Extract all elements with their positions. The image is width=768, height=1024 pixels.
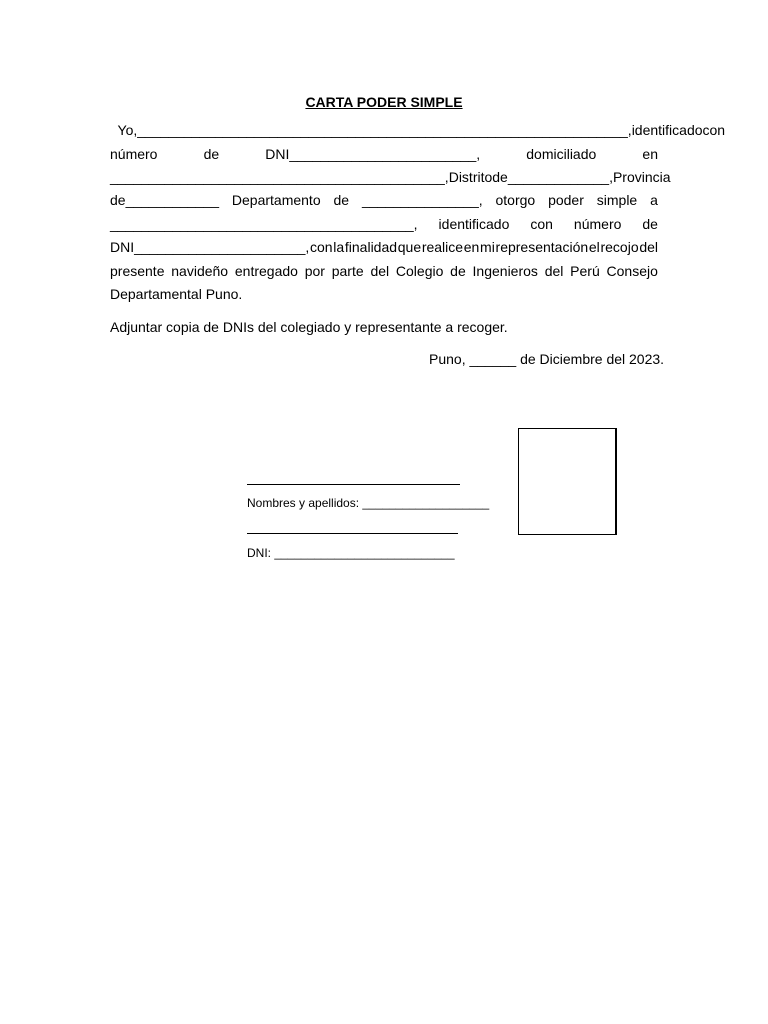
paragraph-word: de [492, 169, 508, 185]
paragraph-word: DNI________________________, [265, 146, 481, 162]
paragraph-word: Perú [570, 263, 600, 279]
dni-label: DNI: ___________________________ [247, 546, 455, 560]
paragraph-word: Departamento [231, 192, 321, 208]
paragraph-word: _______________, [361, 192, 483, 208]
paragraph-word: en [642, 146, 658, 162]
names-label: Nombres y apellidos: ___________________ [247, 496, 490, 510]
paragraph-word: recojo [600, 239, 639, 255]
paragraph-line [110, 262, 658, 280]
paragraph-word: parte [331, 263, 364, 279]
paragraph-word: _______________________________________, [110, 216, 418, 232]
paragraph-word: del [370, 263, 390, 279]
paragraph-word: _____________, [507, 169, 613, 185]
paragraph-word: con [310, 239, 333, 255]
paragraph-word: Ingenieros [472, 263, 538, 279]
signature-line [247, 484, 460, 485]
paragraph-word: el [588, 239, 600, 255]
paragraph-word: finalidad [344, 239, 398, 255]
paragraph-line [110, 121, 726, 139]
photo-box [518, 428, 617, 535]
paragraph-word: ___________________________________________, [110, 169, 449, 185]
paragraph-word: que [397, 239, 422, 255]
paragraph-word: navideño [171, 263, 229, 279]
paragraph-word: poder [548, 192, 584, 208]
paragraph-word: Provincia [612, 169, 671, 185]
paragraph-word: mi [480, 239, 495, 255]
paragraph-line [110, 168, 671, 186]
paragraph-word: _______________________________________________________________, [137, 122, 632, 138]
paragraph-word: identificado [438, 216, 510, 232]
paragraph-word: presente [110, 263, 165, 279]
paragraph-line [110, 215, 658, 233]
names-underline [247, 533, 458, 534]
document-title: CARTA PODER SIMPLE [305, 94, 463, 110]
paragraph-word: con [530, 216, 553, 232]
paragraph-word: domiciliado [526, 146, 597, 162]
paragraph-line [110, 145, 658, 163]
paragraph-word: la [333, 239, 345, 255]
paragraph-word: del [544, 263, 564, 279]
paragraph-word: por [304, 263, 325, 279]
paragraph-word: de [642, 216, 658, 232]
date-line: Puno, ______ de Diciembre del 2023. [429, 351, 665, 367]
paragraph-line [110, 191, 658, 209]
paragraph-word: otorgo [495, 192, 536, 208]
paragraph-word: de [333, 192, 350, 208]
paragraph-word: entregado [234, 263, 298, 279]
paragraph-line [110, 238, 658, 256]
paragraph-word: Departamental Puno. [110, 286, 243, 302]
paragraph-word: con [702, 122, 726, 138]
paragraph-word: de____________ [110, 192, 220, 208]
paragraph-word: Yo, [110, 122, 138, 138]
paragraph-word: de [203, 146, 220, 162]
paragraph-word: Colegio [395, 263, 444, 279]
paragraph-word: en [463, 239, 480, 255]
paragraph-word: del [639, 239, 658, 255]
paragraph-word: número [110, 146, 158, 162]
paragraph-word: realice [421, 239, 464, 255]
paragraph-word: simple [596, 192, 638, 208]
note-line [110, 318, 658, 336]
paragraph-word: Distrito [448, 169, 493, 185]
paragraph-word: a [650, 192, 658, 208]
paragraph-word: representación [495, 239, 589, 255]
paragraph-word: de [450, 263, 466, 279]
paragraph-word: identificado [631, 122, 703, 138]
paragraph-word: número [573, 216, 622, 232]
paragraph-word: Consejo [606, 263, 658, 279]
paragraph-word: DNI______________________, [110, 239, 310, 255]
paragraph-line [110, 285, 658, 303]
note-text: Adjuntar copia de DNIs del colegiado y representante a recoger. [110, 319, 508, 335]
